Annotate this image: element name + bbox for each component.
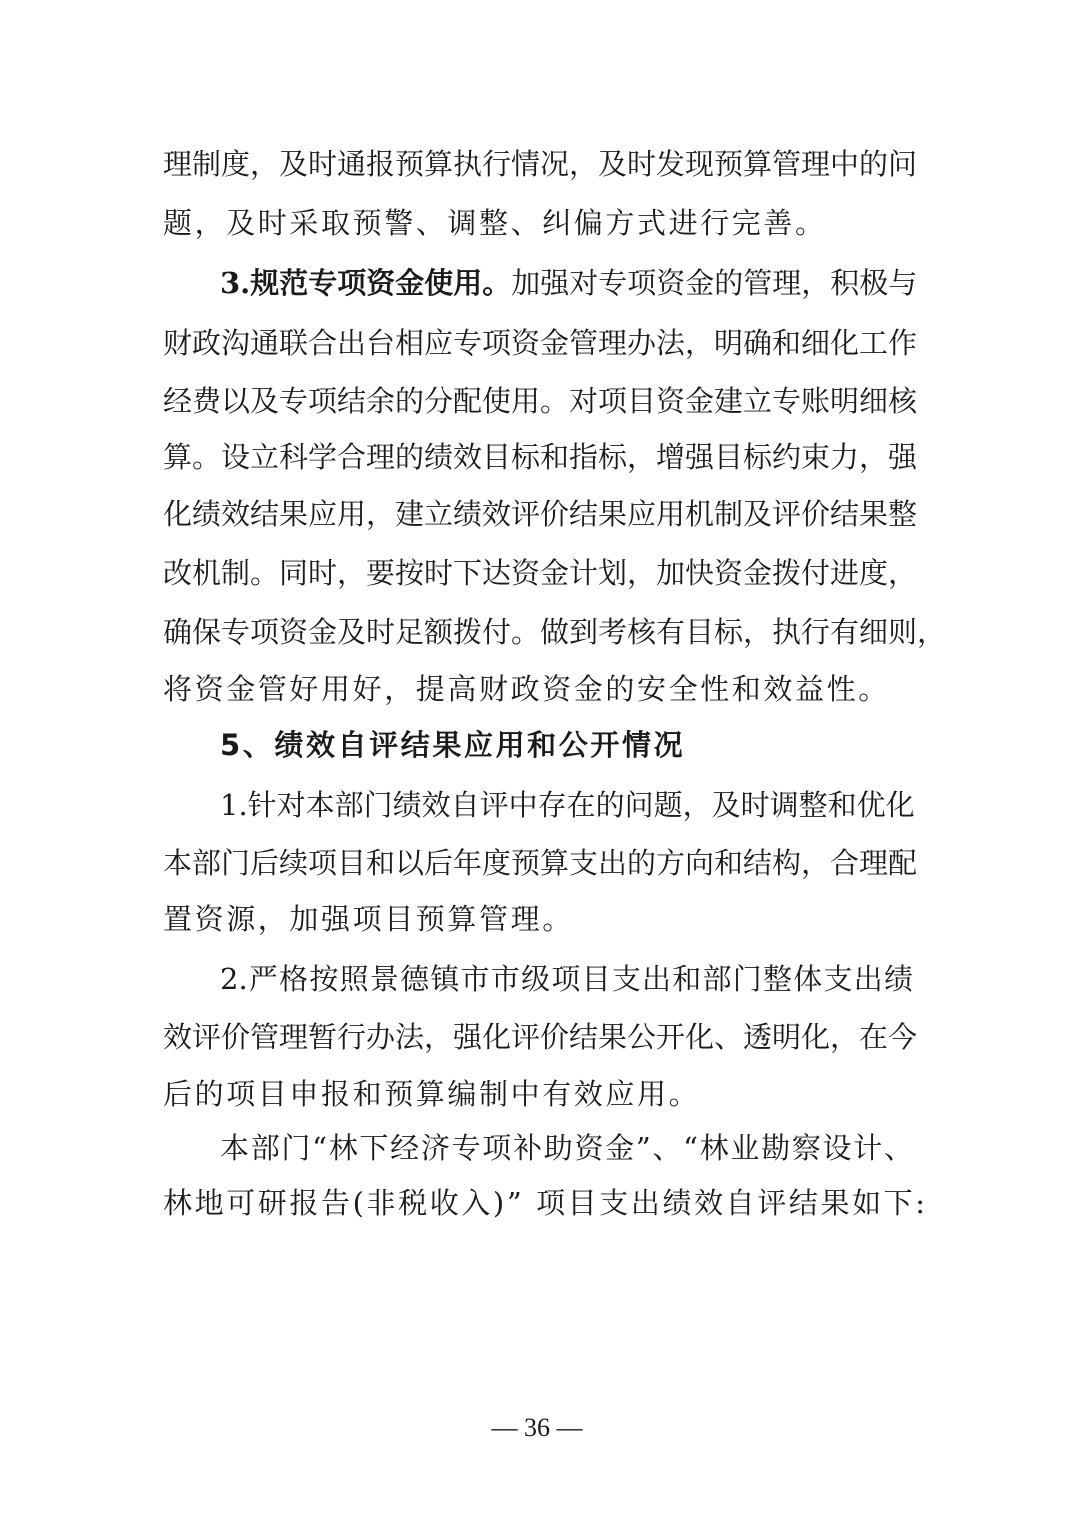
body-line: 后的项目申报和预算编制中有效应用。 xyxy=(163,1077,701,1111)
body-line: 确保专项资金及时足额拨付。做到考核有目标，执行有细则， xyxy=(163,615,947,649)
body-line: 本部门后续项目和以后年度预算支出的方向和结构，合理配 xyxy=(163,846,918,880)
body-line: 财政沟通联合出台相应专项资金管理办法，明确和细化工作 xyxy=(163,326,918,360)
body-line: 改机制。同时，要按时下达资金计划，加快资金拨付进度， xyxy=(163,556,918,590)
body-line: 1.针对本部门绩效自评中存在的问题，及时调整和优化 xyxy=(220,788,915,822)
body-line: 林地可研报告(非税收入)” 项目支出绩效自评结果如下: xyxy=(163,1186,928,1220)
body-text: 加强对专项资金的管理，积极与 xyxy=(511,266,918,300)
body-line: 化绩效结果应用，建立绩效评价结果应用机制及评价结果整 xyxy=(163,497,918,531)
page-number: — 36 — xyxy=(491,1413,583,1442)
bold-lead-heading: 3.规范专项资金使用。 xyxy=(220,266,512,300)
body-line: 题，及时采取预警、调整、纠偏方式进行完善。 xyxy=(163,206,827,240)
body-line: 算。设立科学合理的绩效目标和指标，增强目标约束力，强 xyxy=(163,440,918,474)
section-heading: 5、绩效自评结果应用和公开情况 xyxy=(220,728,686,762)
body-line: 效评价管理暂行办法，强化评价结果公开化、透明化，在今 xyxy=(163,1020,918,1054)
paragraph-3-first-line xyxy=(220,263,918,303)
body-line: 2.严格按照景德镇市市级项目支出和部门整体支出绩 xyxy=(220,962,913,996)
body-line: 将资金管好用好，提高财政资金的安全性和效益性。 xyxy=(163,672,890,706)
body-line: 本部门“林下经济专项补助资金”、“林业勘察设计、 xyxy=(220,1131,913,1165)
body-line: 置资源，加强项目预算管理。 xyxy=(163,902,574,936)
body-line: 理制度，及时通报预算执行情况，及时发现预算管理中的问 xyxy=(163,147,918,181)
body-line: 经费以及专项结余的分配使用。对项目资金建立专账明细核 xyxy=(163,384,918,418)
